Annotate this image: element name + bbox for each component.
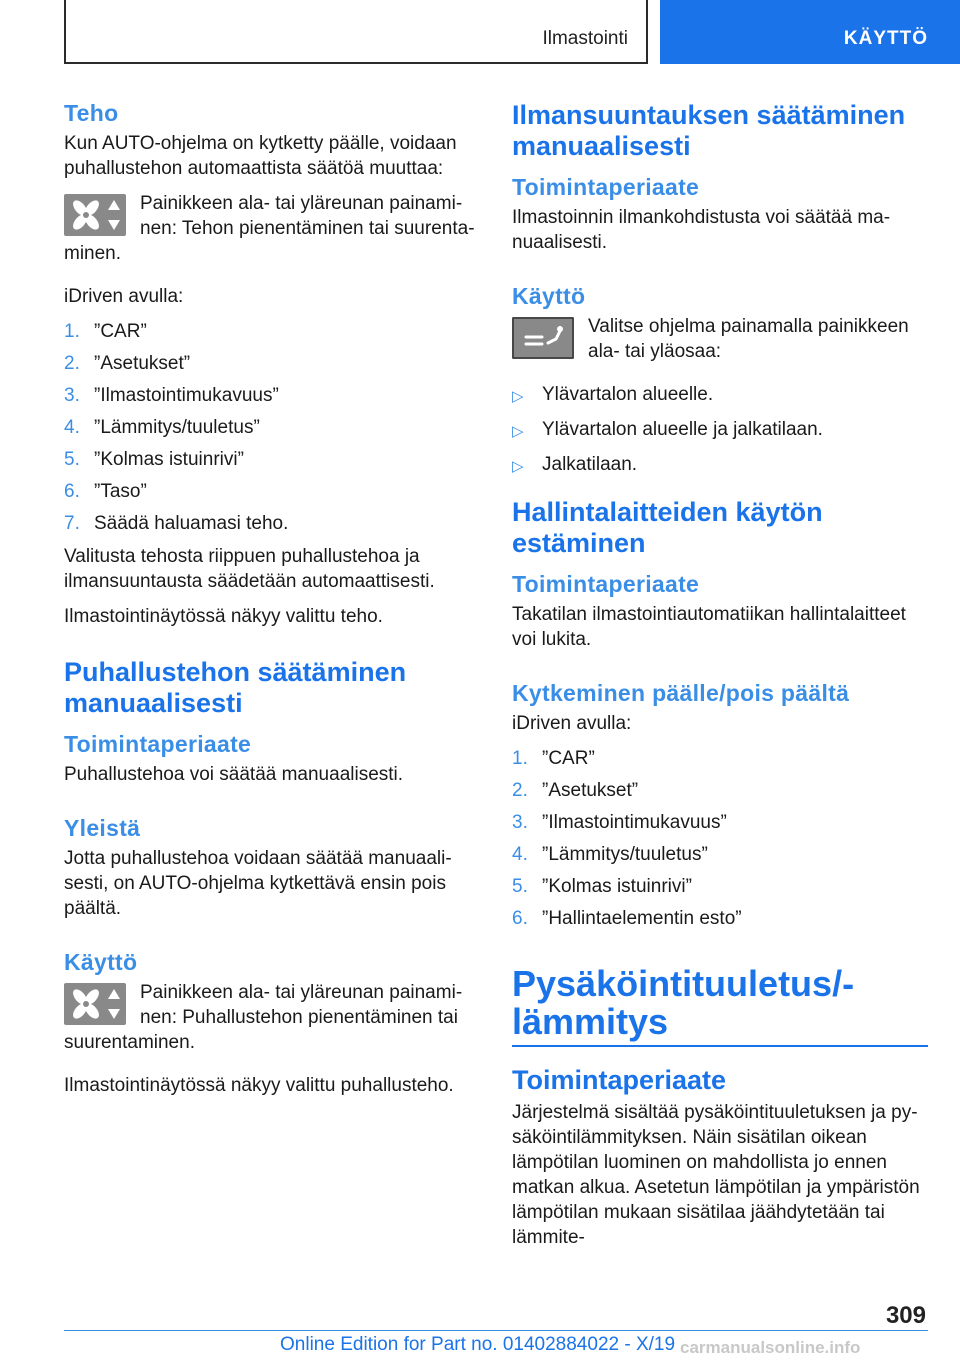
heading-onoff: Kytkeminen päälle/pois päältä — [512, 680, 850, 706]
edition-text: Online Edition for Part no. 01402884022 - X/19 — [280, 1334, 676, 1355]
teho-idrive: iDriven avulla: — [64, 286, 184, 307]
header-section-box — [64, 0, 648, 64]
use-icon-text: Painikkeen ala- tai yläreunan painaminen: Puhallustehon pienentäminen tai suurentaminen. — [64, 982, 463, 1053]
onoff-idrive: iDriven avulla: — [512, 713, 632, 734]
list-item: 2. ”Asetukset” — [64, 353, 191, 374]
use-display: Ilmastointinäytössä näkyy valittu puhallusteho. — [64, 1075, 454, 1096]
list-item: 4. ”Lämmitys/tuuletus” — [512, 844, 708, 865]
list-item: ▷ Ylävartalon alueelle. — [512, 384, 714, 405]
chapter-title: KÄYTTÖ — [843, 28, 928, 49]
teho-note: Valitusta tehosta riippuen puhallustehoa ja ilmansuuntausta säädetään automaattisesti. — [64, 546, 435, 592]
list-item: 4. ”Lämmitys/tuuletus” — [64, 417, 260, 438]
heading-lock: Hallintalaitteiden käytön estäminen — [512, 497, 823, 558]
general-text: Jotta puhallustehoa voidaan säätää manuaalisesti, on AUTO-ohjelma kytkettävä ensin pois päältä. — [64, 848, 452, 919]
onoff-steps-list — [512, 746, 928, 931]
list-item: 3. ”Ilmastointimukavuus” — [64, 385, 279, 406]
fan-updown-icon — [64, 194, 126, 236]
list-item: ▷ Ylävartalon alueelle ja jalkatilaan. — [512, 419, 823, 440]
heading-park-principle: Toimintaperiaate — [512, 1065, 727, 1095]
heading-air-direction: Ilmansuuntauksen säätäminen manuaalisesti — [512, 100, 906, 161]
list-item: 1. ”CAR” — [512, 748, 595, 769]
list-item: 5. ”Kolmas istuinrivi” — [512, 876, 692, 897]
dir-icon-text: Valitse ohjelma painamalla painikkeen ala- tai yläosaa: — [588, 316, 909, 362]
list-item: 2. ”Asetukset” — [512, 780, 639, 801]
right-column — [512, 100, 928, 1260]
heading-dir-principle: Toimintaperiaate — [512, 174, 700, 200]
list-item: 5. ”Kolmas istuinrivi” — [64, 449, 244, 470]
heading-general: Yleistä — [64, 815, 141, 841]
teho-icon-paragraph — [64, 191, 476, 266]
page-number: 309 — [885, 1302, 926, 1329]
section-title: Ilmastointi — [542, 28, 628, 49]
teho-steps-list — [64, 319, 476, 536]
heading-teho: Teho — [64, 100, 119, 126]
heading-manual-fan: Puhallustehon säätäminen manuaalisesti — [64, 657, 407, 718]
list-item: 3. ”Ilmastointimukavuus” — [512, 812, 727, 833]
heading-lock-principle: Toimintaperiaate — [512, 571, 700, 597]
manual-principle-text: Puhallustehoa voi säätää manuaalisesti. — [64, 764, 404, 785]
list-item: 1. ”CAR” — [64, 321, 147, 342]
heading-use: Käyttö — [64, 949, 138, 975]
heading-parking: Pysäköintituuletus/-lämmitys — [512, 963, 855, 1042]
heading-dir-use: Käyttö — [512, 283, 586, 309]
dir-principle-text: Ilmastoinnin ilmankohdistusta voi säätää manuaalisesti. — [512, 207, 891, 253]
dir-options-list — [512, 382, 928, 479]
chapter-tab — [660, 0, 960, 64]
section-divider — [512, 1045, 928, 1047]
fan-updown-icon — [64, 983, 126, 1025]
dir-icon-paragraph — [512, 314, 928, 364]
list-item: 6. ”Taso” — [64, 481, 147, 502]
lock-principle-text: Takatilan ilmastointiautomatiikan hallintalaitteet voi lukita. — [512, 604, 906, 650]
heading-manual-principle: Toimintaperiaate — [64, 731, 252, 757]
park-text: Järjestelmä sisältää pysäköintituuletuksen ja pysäköintilämmityksen. Näin sisätilan oikean lämpötilan luominen on mahdollista jo ennen matkan alkua. Asetetun lämpötilan ja ympäristön lämpötilan mukaan sisätilaa jäähdytetään tai lämmite- — [512, 1102, 920, 1248]
teho-display: Ilmastointinäytössä näkyy valittu teho. — [64, 606, 383, 627]
watermark: carmanualsonline.info — [680, 1338, 861, 1357]
teho-intro: Kun AUTO-ohjelma on kytketty päälle, voidaan puhallustehon automaattista säätöä muuttaa: — [64, 133, 457, 179]
list-item: 6. ”Hallintaelementin esto” — [512, 908, 742, 929]
list-item: 7. Säädä haluamasi teho. — [64, 513, 289, 534]
teho-icon-text: Painikkeen ala- tai yläreunan painaminen: Tehon pienentäminen tai suurentaminen. — [64, 193, 475, 264]
list-item: ▷ Jalkatilaan. — [512, 454, 638, 475]
left-column — [64, 100, 476, 1108]
footer-divider — [64, 1330, 928, 1331]
air-direction-icon — [512, 317, 574, 359]
use-icon-paragraph — [64, 980, 476, 1055]
